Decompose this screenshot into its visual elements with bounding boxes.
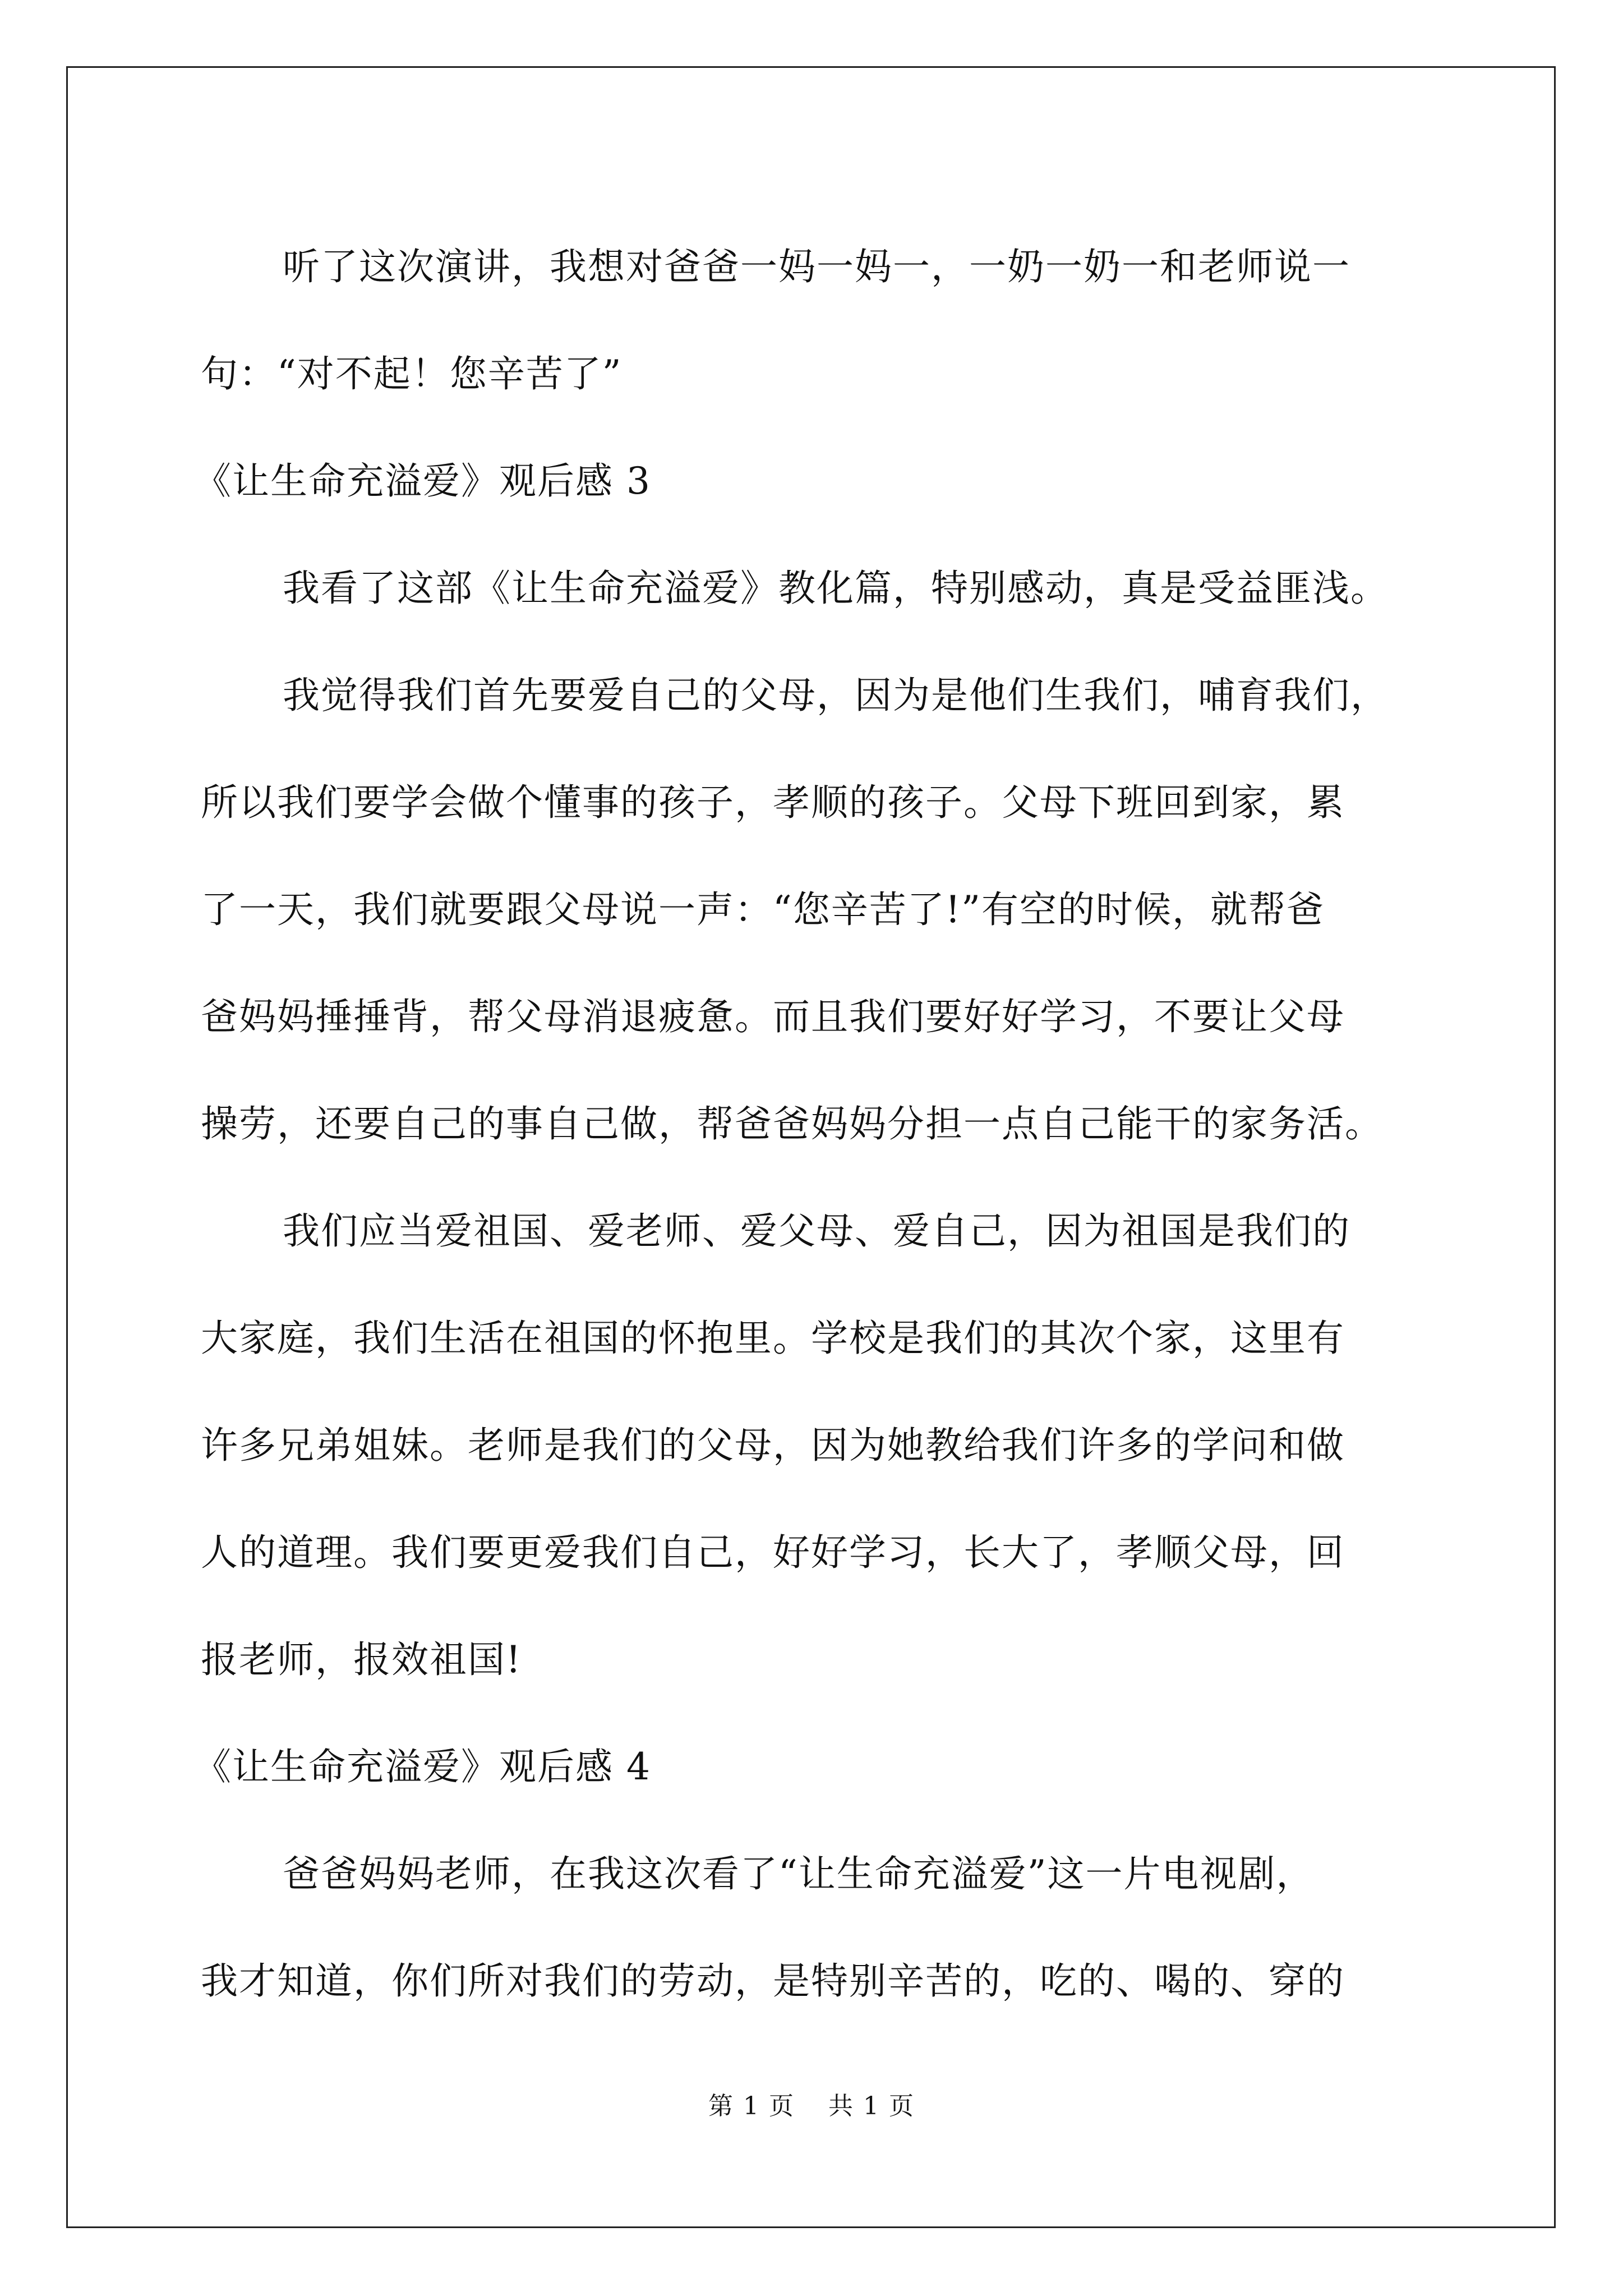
paragraph-line: 我看了这部《让生命充溢爱》教化篇，特别感动，真是受益匪浅。 — [283, 567, 1389, 610]
paragraph-line: 操劳，还要自己的事自己做，帮爸爸妈妈分担一点自己能干的家务活。 — [201, 1102, 1383, 1145]
paragraph-line: 爸妈妈捶捶背，帮父母消退疲惫。而且我们要好好学习，不要让父母 — [201, 995, 1345, 1038]
paragraph-line: 爸爸妈妈老师，在我这次看了“让生命充溢爱”这一片电视剧， — [283, 1852, 1315, 1895]
paragraph-line: 人的道理。我们要更爱我们自己，好好学习，长大了，孝顺父母，回 — [201, 1531, 1345, 1574]
paragraph-line: 所以我们要学会做个懂事的孩子，孝顺的孩子。父母下班回到家，累 — [201, 781, 1345, 824]
document-body — [194, 213, 1435, 2035]
section-heading: 《让生命充溢爱》观后感 3 — [194, 459, 651, 503]
paragraph-line: 听了这次演讲，我想对爸爸一妈一妈一，一奶一奶一和老师说一 — [283, 245, 1350, 288]
page-number: 第 1 页 — [708, 2092, 795, 2120]
paragraph-line: 我觉得我们首先要爱自己的父母，因为是他们生我们，哺育我们， — [283, 674, 1389, 717]
page-footer — [0, 2086, 1623, 2122]
paragraph-line: 报老师，报效祖国! — [201, 1638, 522, 1681]
paragraph-line: 我们应当爱祖国、爱老师、爱父母、爱自己，因为祖国是我们的 — [283, 1209, 1350, 1253]
paragraph-line: 了一天，我们就要跟父母说一声：“您辛苦了!”有空的时候，就帮爸 — [201, 888, 1325, 931]
page-total: 共 1 页 — [828, 2092, 915, 2120]
paragraph-line: 句：“对不起！您辛苦了” — [201, 352, 623, 395]
paragraph-line: 许多兄弟姐妹。老师是我们的父母，因为她教给我们许多的学问和做 — [201, 1424, 1345, 1467]
section-heading: 《让生命充溢爱》观后感 4 — [194, 1745, 651, 1788]
paragraph-line: 大家庭，我们生活在祖国的怀抱里。学校是我们的其次个家，这里有 — [201, 1317, 1345, 1360]
paragraph-line: 我才知道，你们所对我们的劳动，是特别辛苦的，吃的、喝的、穿的 — [201, 1959, 1345, 2003]
